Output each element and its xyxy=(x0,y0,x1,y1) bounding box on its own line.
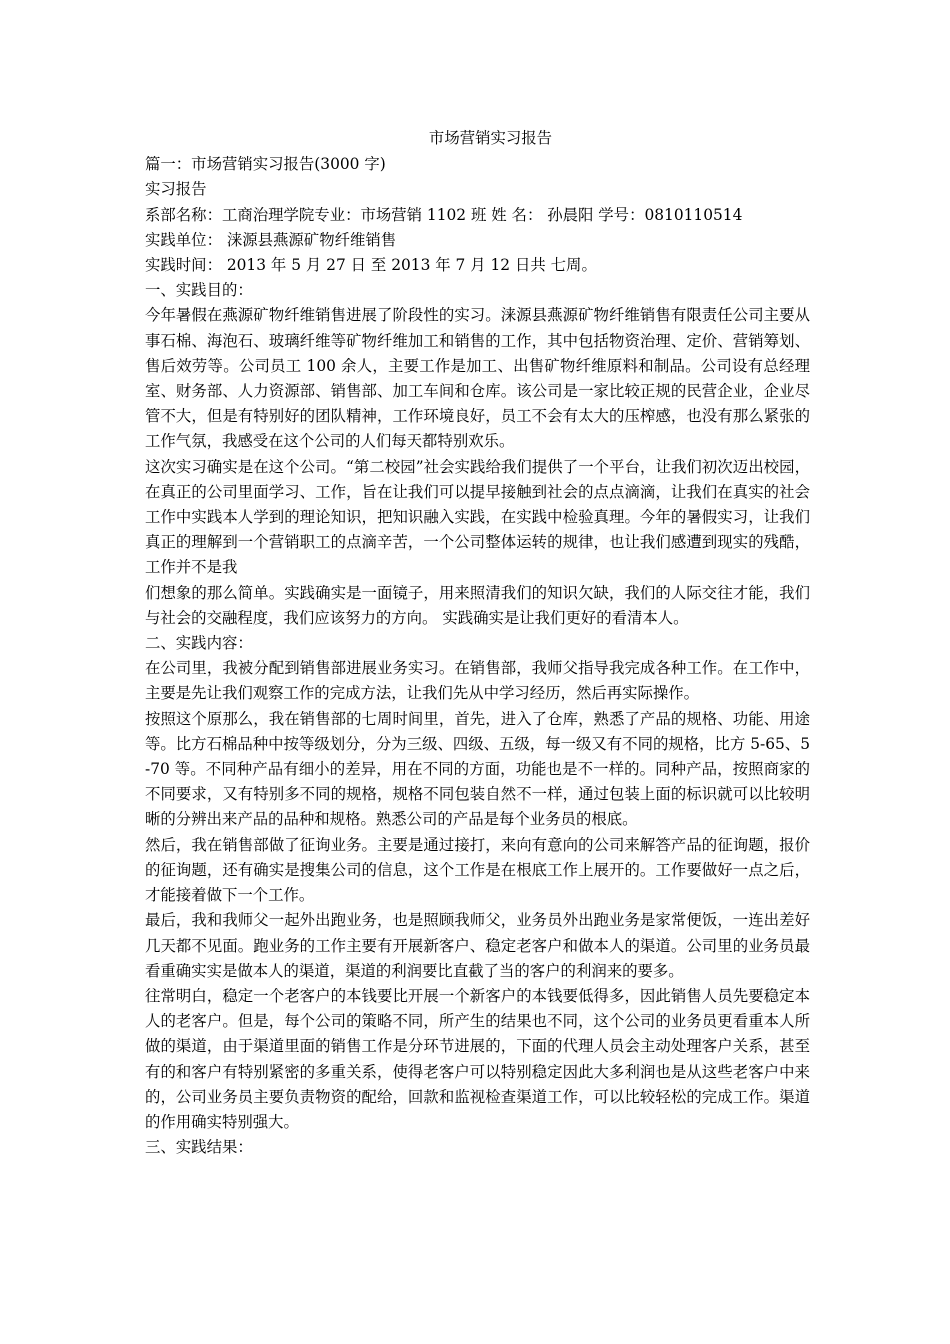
section-heading-results: 三、实践结果： xyxy=(145,1138,253,1157)
document-page xyxy=(145,126,810,1160)
paragraph-field-sales: 最后，我和我师父一起外出跑业务，也是照顾我师父，业务员外出跑业务是家常便饭，一连出差好几天都不见面。跑业务的工作主要有开展新客户、稳定老客户和做本人的渠道。公司里的业务员最看重确实实是做本人的渠道，渠道的利润要比直截了当的客户的利润来的要多。 xyxy=(145,911,810,980)
header-line-report: 实习报告 xyxy=(145,180,207,199)
header-line-practice-time: 实践时间： 2013 年 5 月 27 日 至 2013 年 7 月 12 日共 七周。 xyxy=(145,256,597,275)
paragraph-practice-mirror: 们想象的那么简单。实践确实是一面镜子，用来照清我们的知识欠缺，我们的人际交往才能，我们与社会的交融程度，我们应该努力的方向。 实践确实是让我们更好的看清本人。 xyxy=(145,583,810,627)
section-heading-purpose: 一、实践目的： xyxy=(145,281,253,300)
header-line-practice-unit: 实践单位： 涞源县燕源矿物纤维销售 xyxy=(145,230,397,249)
document-title: 市场营销实习报告 xyxy=(428,129,553,147)
header-line-student-info: 系部名称：工商治理学院专业：市场营销 1102 班 姓 名： 孙晨阳 学号：0810110514 xyxy=(145,205,743,224)
paragraph-internship-meaning: 这次实习确实是在这个公司。“第二校园”社会实践给我们提供了一个平台，让我们初次迈出校园，在真正的公司里面学习、工作，旨在让我们可以提早接触到社会的点点滴滴，让我们在真实的社会工作中实践本人学到的理论知识，把知识融入实践，在实践中检验真理。今年的暑假实习，让我们真正的理解到一个营销职工的点滴辛苦，一个公司整体运转的规律，也让我们感遭到现实的残酷，工作并不是我 xyxy=(145,457,810,577)
section-heading-content: 二、实践内容： xyxy=(145,634,253,653)
header-line-article: 篇一：市场营销实习报告(3000 字) xyxy=(145,155,386,174)
paragraph-sales-assignment: 在公司里，我被分配到销售部进展业务实习。在销售部，我师父指导我完成各种工作。在工作中，主要是先让我们观察工作的完成方法，让我们先从中学习经历，然后再实际操作。 xyxy=(145,659,810,703)
paragraph-inquiry-work: 然后，我在销售部做了征询业务。主要是通过接打，来向有意向的公司来解答产品的征询题，报价的征询题，还有确实是搜集公司的信息，这个工作是在根底工作上展开的。工作要做好一点之后，才能接着做下一个工作。 xyxy=(145,835,810,905)
paragraph-company-intro: 今年暑假在燕源矿物纤维销售进展了阶段性的实习。涞源县燕源矿物纤维销售有限责任公司主要从事石棉、海泡石、玻璃纤维等矿物纤维加工和销售的工作，其中包括物资治理、定价、营销筹划、售后效劳等。公司员工 100 余人，主要工作是加工、出售矿物纤维原料和制品。公司设有总经理室、财务部、人力资源部、销售部、加工车间和仓库。该公司是一家比较正规的民营企业，企业尽管不大，但是有特别好的团队精神，工作环境良好，员工不会有太大的压榨感，也没有那么紧张的工作气氛，我感受在这个公司的人们每天都特别欢乐。 xyxy=(145,306,810,451)
paragraph-channel-strategy: 往常明白，稳定一个老客户的本钱要比开展一个新客户的本钱要低得多，因此销售人员先要稳定本人的老客户。但是，每个公司的策略不同，所产生的结果也不同，这个公司的业务员更看重本人所做的渠道，由于渠道里面的销售工作是分环节进展的，下面的代理人员会主动处理客户关系，甚至有的和客户有特别紧密的多重关系，使得老客户可以特别稳定因此大多利润也是从这些老客户中来的，公司业务员主要负责物资的配给，回款和监视检查渠道工作，可以比较轻松的完成工作。渠道的作用确实特别强大。 xyxy=(145,986,810,1131)
paragraph-product-familiarization: 按照这个原那么，我在销售部的七周时间里，首先，进入了仓库，熟悉了产品的规格、功能、用途等。比方石棉品种中按等级划分，分为三级、四级、五级，每一级又有不同的规格，比方 5-65、5-70 等。不同种产品有细小的差异，用在不同的方面，功能也是不一样的。同种产品，按照商家的不同要求，又有特别多不同的规格，规格不同包装自然不一样，通过包装上面的标识就可以比较明晰的分辨出来产品的品种和规格。熟悉公司的产品是每个业务员的根底。 xyxy=(145,709,810,829)
